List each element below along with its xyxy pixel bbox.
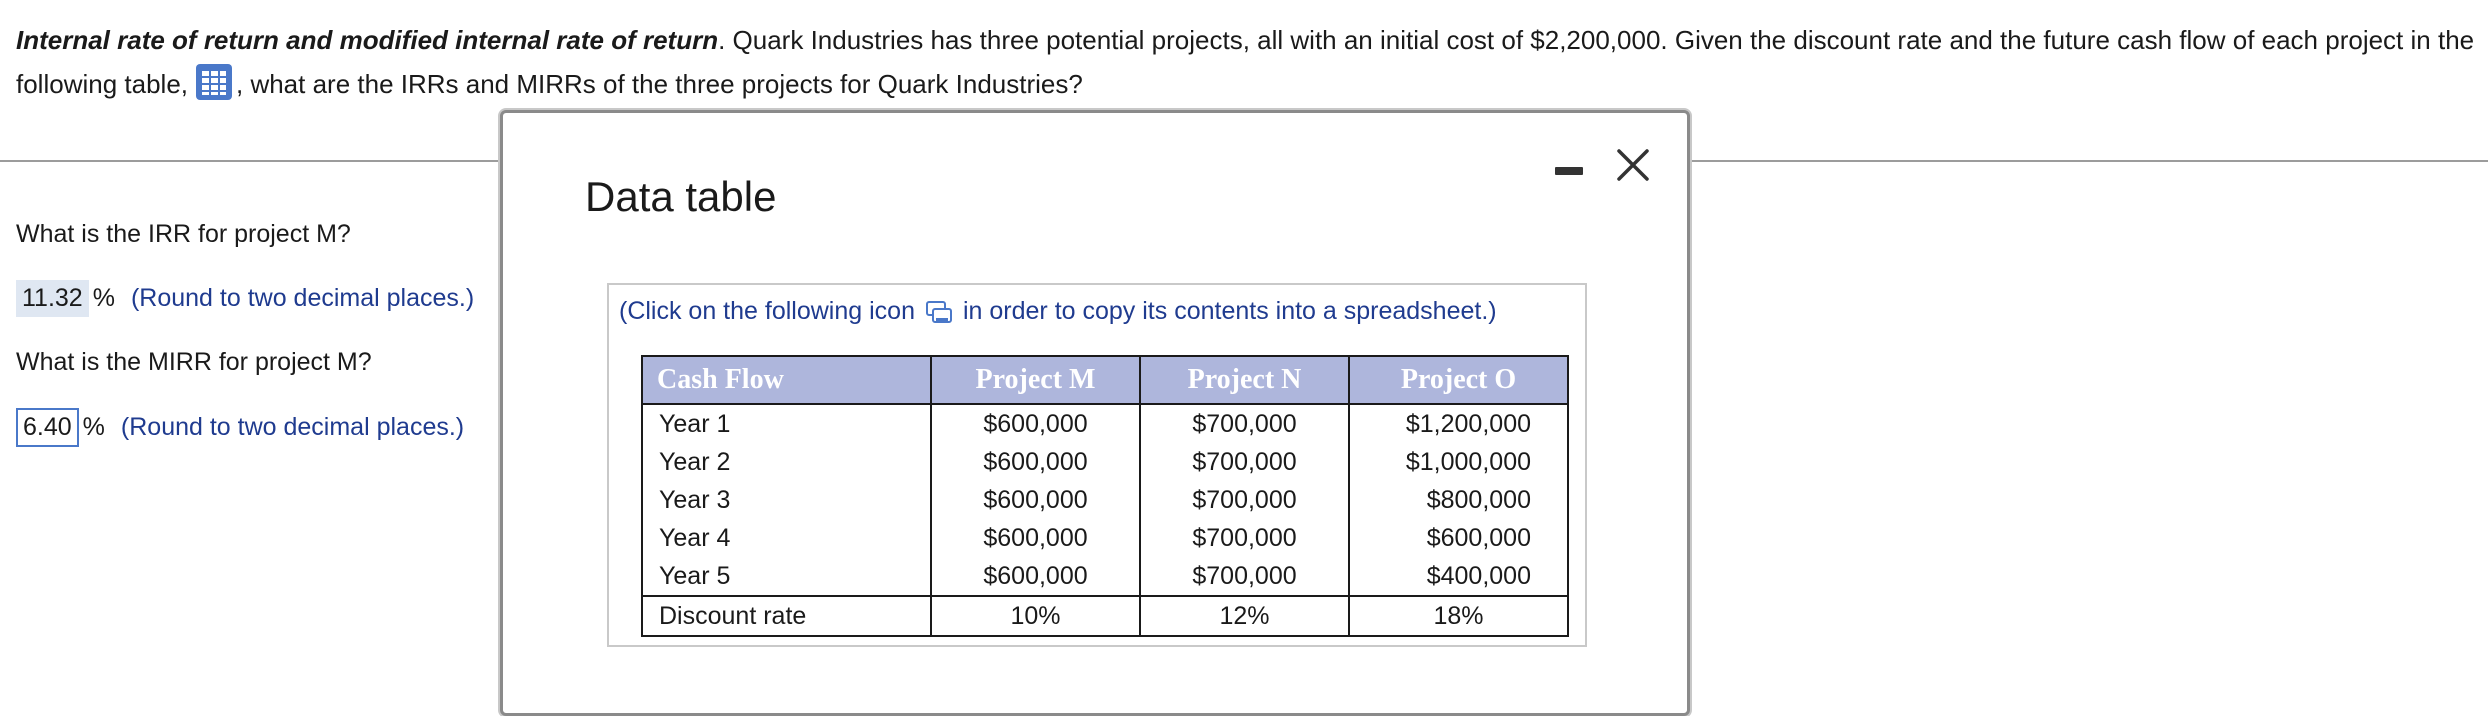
minimize-icon[interactable] [1555, 167, 1583, 175]
copy-note [619, 297, 1497, 326]
mirr-answer-field[interactable]: 6.40 [16, 408, 79, 447]
row-label: Year 3 [642, 481, 931, 519]
cell-project-n: $700,000 [1140, 404, 1349, 443]
cell-project-o: $1,200,000 [1349, 404, 1568, 443]
irr-answer-row [16, 280, 474, 317]
header-project-m: Project M [931, 356, 1140, 404]
cell-project-m: 10% [931, 596, 1140, 636]
table-row [642, 481, 1568, 519]
close-icon[interactable] [1613, 145, 1653, 185]
cell-project-o: 18% [1349, 596, 1568, 636]
mirr-unit: % [82, 413, 105, 441]
copy-note-before: (Click on the following icon [619, 297, 915, 325]
modal-title: Data table [585, 173, 777, 220]
question-body-1: . Quark Industries has three potential projects, all with an initial cost of $2,200,000. Given the discount rate and the future cash flow of each project in the following table, [16, 25, 2475, 99]
question-body-2: , what are the IRRs and MIRRs of the three projects for Quark Industries? [236, 69, 1083, 99]
irr-unit: % [92, 284, 115, 312]
cell-project-n: $700,000 [1140, 443, 1349, 481]
table-grid-icon[interactable] [196, 64, 232, 100]
mirr-hint: (Round to two decimal places.) [120, 413, 465, 441]
cell-project-m: $600,000 [931, 404, 1140, 443]
row-label: Year 4 [642, 519, 931, 557]
table-row [642, 443, 1568, 481]
row-label: Year 1 [642, 404, 931, 443]
table-row [642, 519, 1568, 557]
row-label: Year 2 [642, 443, 931, 481]
cell-project-m: $600,000 [931, 481, 1140, 519]
cell-project-m: $600,000 [931, 557, 1140, 596]
header-project-o: Project O [1349, 356, 1568, 404]
data-table-modal [500, 110, 1690, 716]
question-text [16, 18, 2476, 106]
irr-answer-field[interactable]: 11.32 [16, 280, 89, 317]
row-label: Year 5 [642, 557, 931, 596]
mirr-prompt: What is the MIRR for project M? [16, 348, 372, 376]
cell-project-n: $700,000 [1140, 557, 1349, 596]
irr-hint: (Round to two decimal places.) [130, 284, 475, 312]
question-title: Internal rate of return and modified internal rate of return [16, 25, 719, 55]
cell-project-m: $600,000 [931, 519, 1140, 557]
table-header-row [642, 356, 1568, 404]
cell-project-o: $1,000,000 [1349, 443, 1568, 481]
cell-project-o: $600,000 [1349, 519, 1568, 557]
copy-note-after: in order to copy its contents into a spreadsheet.) [962, 297, 1497, 325]
cell-project-m: $600,000 [931, 443, 1140, 481]
table-row [642, 404, 1568, 443]
table-row [642, 596, 1568, 636]
cell-project-n: $700,000 [1140, 481, 1349, 519]
cell-project-n: $700,000 [1140, 519, 1349, 557]
row-label: Discount rate [642, 596, 931, 636]
cash-flow-table [641, 355, 1569, 637]
cell-project-o: $400,000 [1349, 557, 1568, 596]
header-cash-flow: Cash Flow [642, 356, 931, 404]
irr-prompt: What is the IRR for project M? [16, 220, 351, 248]
cell-project-n: 12% [1140, 596, 1349, 636]
header-project-n: Project N [1140, 356, 1349, 404]
table-row [642, 557, 1568, 596]
data-table-panel [607, 283, 1587, 647]
mirr-answer-row [16, 408, 464, 447]
copy-icon[interactable] [925, 300, 953, 324]
cell-project-o: $800,000 [1349, 481, 1568, 519]
